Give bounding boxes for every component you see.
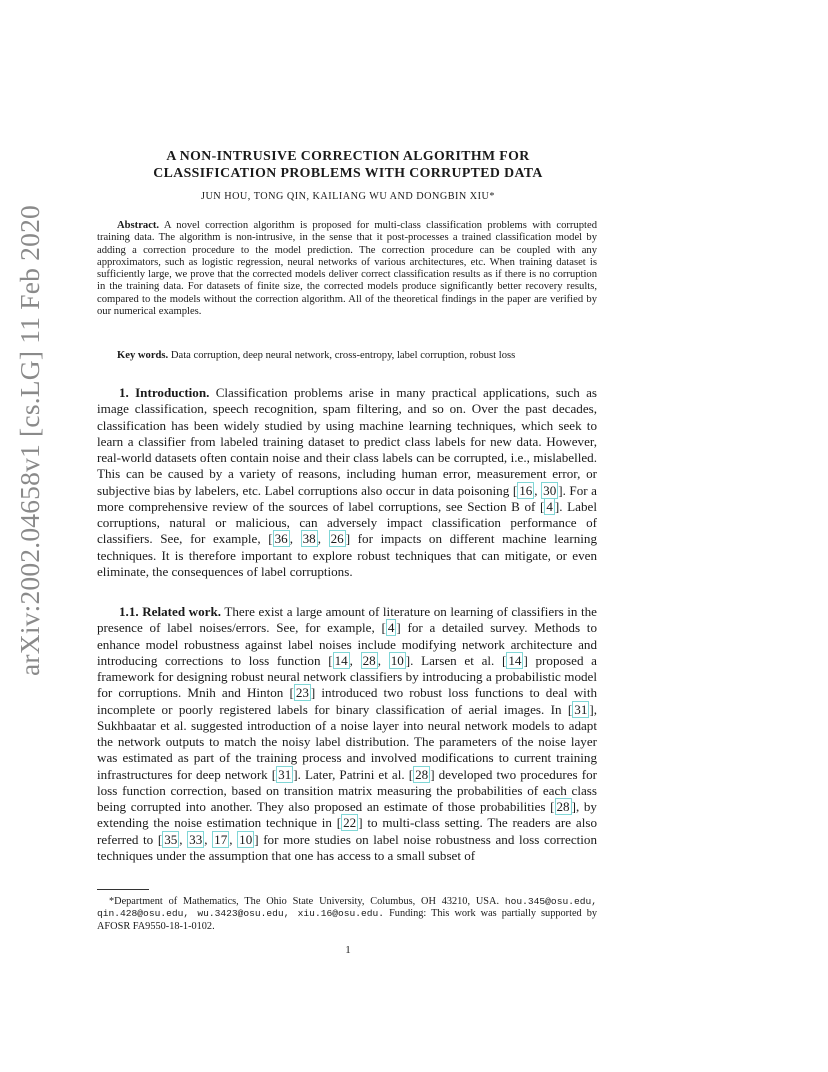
related-text: ], Sukhbaatar et al. suggested introduction of a noise layer into neural network models to adapt the network outputs to match the noisy label distribution. The parameters of the noise layer was estimated as part of the training process and involved modifications to current training infrastructures for deep network [	[97, 701, 597, 782]
related-work-paragraph	[97, 604, 597, 864]
related-text: ], by extending the noise estimation technique in [	[97, 799, 597, 831]
arxiv-identifier: arXiv:2002.04658v1 [cs.LG] 11 Feb 2020	[14, 205, 45, 676]
citation-link[interactable]: 31	[574, 701, 588, 717]
abstract	[97, 220, 597, 318]
keywords-text: Data corruption, deep neural network, cross-entropy, label corruption, robust loss	[170, 350, 516, 361]
citation-link[interactable]: 28	[415, 766, 429, 782]
citation-link[interactable]: 14	[508, 652, 522, 668]
related-text: ,	[204, 831, 213, 847]
intro-text: ,	[317, 531, 329, 547]
title-line-2: CLASSIFICATION PROBLEMS WITH CORRUPTED DATA	[153, 164, 543, 180]
related-text: There exist a large amount of literature on learning of classifiers in the presence of label noises/errors. See, for example, [	[97, 604, 597, 636]
related-text: ]. Larsen et al. [	[405, 652, 507, 668]
citation-link[interactable]: 4	[387, 620, 395, 636]
citation-link[interactable]: 36	[274, 531, 288, 547]
related-text: ,	[229, 831, 238, 847]
intro-text: Classification problems arise in many practical applications, such as image classification, speech recognition, spam filtering, and so on. Over the past decades, classification has been widely studied by using machine learning techniques, which seek to learn a classifier from labeled training dataset to predict class labels for new data. However, real-world datasets often contain noise and their class labels can be corrupted, i.e., mislabelled. This can be caused by a variety of reasons, including human error, measurement error, or subjective bias by labelers, etc. Label corruptions also occur in data poisoning	[97, 385, 597, 498]
citation-link[interactable]: 30	[543, 482, 557, 498]
related-text: ] to multi-class setting. The readers are also referred to [	[97, 815, 597, 847]
introduction-paragraph: 1. Introduction. Classification problems arise in many practical applications, such as image classification, speech recognition, spam filtering, and so on. Over the past decades, classification has been widely studied by using machine learning techniques, which seek to learn a classifier from labeled training dataset to predict class labels for new data. However, real-world datasets often contain noise and their class labels can be corrupted, i.e., mislabelled. This can be caused by a variety of reasons, including human error, measurement error, or subjective bias by labelers, etc. Label corruptions also occur in data poisoning [ 16 , 30 ]. For a more comprehensive review of the sources of label corruptions, see Section B of [ 4 ]. Label corruptions, natural or malicious, can adversely impact classification performance of classifiers. See, for example, [ 36 , 38 , 26 ] for impacts on different machine learning techniques. It is therefore important to explore robust techniques that can mitigate, or even eliminate, the consequences of label corruptions.	[97, 385, 598, 579]
citation-link[interactable]: 26	[330, 531, 344, 547]
citation-link[interactable]: 38	[302, 531, 316, 547]
intro-text: ]. Label corruptions, natural or malicious, can adversely impact classification performance of classifiers. See, for example, [	[97, 498, 597, 547]
related-text: ,	[179, 831, 188, 847]
keywords	[97, 350, 597, 362]
introduction-heading: 1. Introduction.	[119, 385, 210, 400]
related-work-heading: 1.1. Related work.	[119, 604, 222, 619]
footnote-emails: hou.345@osu.edu, qin.428@osu.edu, wu.3423@osu.edu, xiu.16@osu.edu.	[97, 896, 597, 920]
related-text: ] developed two procedures for loss function correction, based on transition matrix measuring the probabilities of each class being corrupted into another. They also proposed an estimate of those probabilities [	[97, 766, 597, 814]
citation-link[interactable]: 10	[239, 831, 253, 847]
citation-link[interactable]: 31	[278, 766, 292, 782]
citation-link[interactable]: 10	[390, 652, 404, 668]
related-text: ] for more studies on label noise robustness and loss correction techniques under the assumption that one has access to a small subset of	[97, 831, 598, 863]
related-text: ] introduced two robust loss functions to deal with incomplete or poorly registered labels for binary classification of aerial images. In [	[97, 685, 597, 717]
footnote	[97, 896, 597, 933]
citation-link[interactable]: 17	[214, 831, 228, 847]
citation-link[interactable]: 23	[295, 685, 309, 701]
citation-link[interactable]: 16	[519, 482, 533, 498]
citation-link[interactable]: 14	[334, 652, 348, 668]
abstract-text: A novel correction algorithm is proposed for multi-class classification problems with corrupted training data. The algorithm is non-intrusive, in the sense that it post-processes a trained classification model by adding a correction procedure to the model prediction. The correction procedure can be coupled with any approximators, such as logistic regression, neural networks of various architectures, etc. When training dataset is sufficiently large, we prove that the corrected models deliver correct classification results as if there is no corruption in the training data. For datasets of finite size, the corrected models produce significantly better recovery results, compared to the models without the correction algorithm. All of the theoretical findings in the paper are verified by our numerical examples.	[97, 220, 597, 318]
footnote-divider	[97, 889, 149, 890]
title-line-1: A NON-INTRUSIVE CORRECTION ALGORITHM FOR	[166, 148, 530, 163]
intro-text: ] for impacts on different machine learning techniques. It is therefore important to explore robust techniques that can mitigate, or even eliminate, the consequences of label corruptions.	[97, 531, 598, 579]
citation-link[interactable]: 28	[556, 799, 570, 814]
related-text: ,	[349, 652, 361, 668]
footnote-funding: Funding: This work was partially supported by AFOSR FA9550-18-1-0102.	[97, 908, 597, 932]
abstract-label: Abstract.	[117, 220, 160, 231]
related-text: ]. Later, Patrini et al. [	[293, 766, 414, 782]
citation-link[interactable]: 28	[362, 652, 376, 668]
citation-link[interactable]: 4	[546, 498, 553, 514]
citation-link[interactable]: 35	[164, 831, 178, 847]
related-text: ,	[377, 652, 389, 668]
footnote-affiliation: *Department of Mathematics, The Ohio State University, Columbus, OH 43210, USA.	[109, 896, 500, 907]
page-number: 1	[345, 944, 351, 956]
intro-text: ,	[289, 531, 301, 547]
author-list: JUN HOU, TONG QIN, KAILIANG WU AND DONGBIN XIU*	[200, 191, 495, 202]
intro-text: ]. For a more comprehensive review of the sources of label corruptions, see Section B of [	[97, 482, 597, 514]
keywords-label: Key words.	[117, 350, 169, 361]
citation-link[interactable]: 22	[343, 815, 357, 831]
related-text: ] proposed a framework for designing robust neural network classifiers by introducing a probabilistic model for corruptions. Mnih and Hinton [	[97, 652, 597, 701]
paper-title	[98, 148, 598, 181]
related-text: ] for a detailed survey. Methods to enhance model robustness against label noises include modifying network architecture and introducing corrections to loss function [	[97, 620, 597, 668]
citation-link[interactable]: 33	[189, 831, 203, 847]
intro-text: ,	[534, 482, 542, 498]
